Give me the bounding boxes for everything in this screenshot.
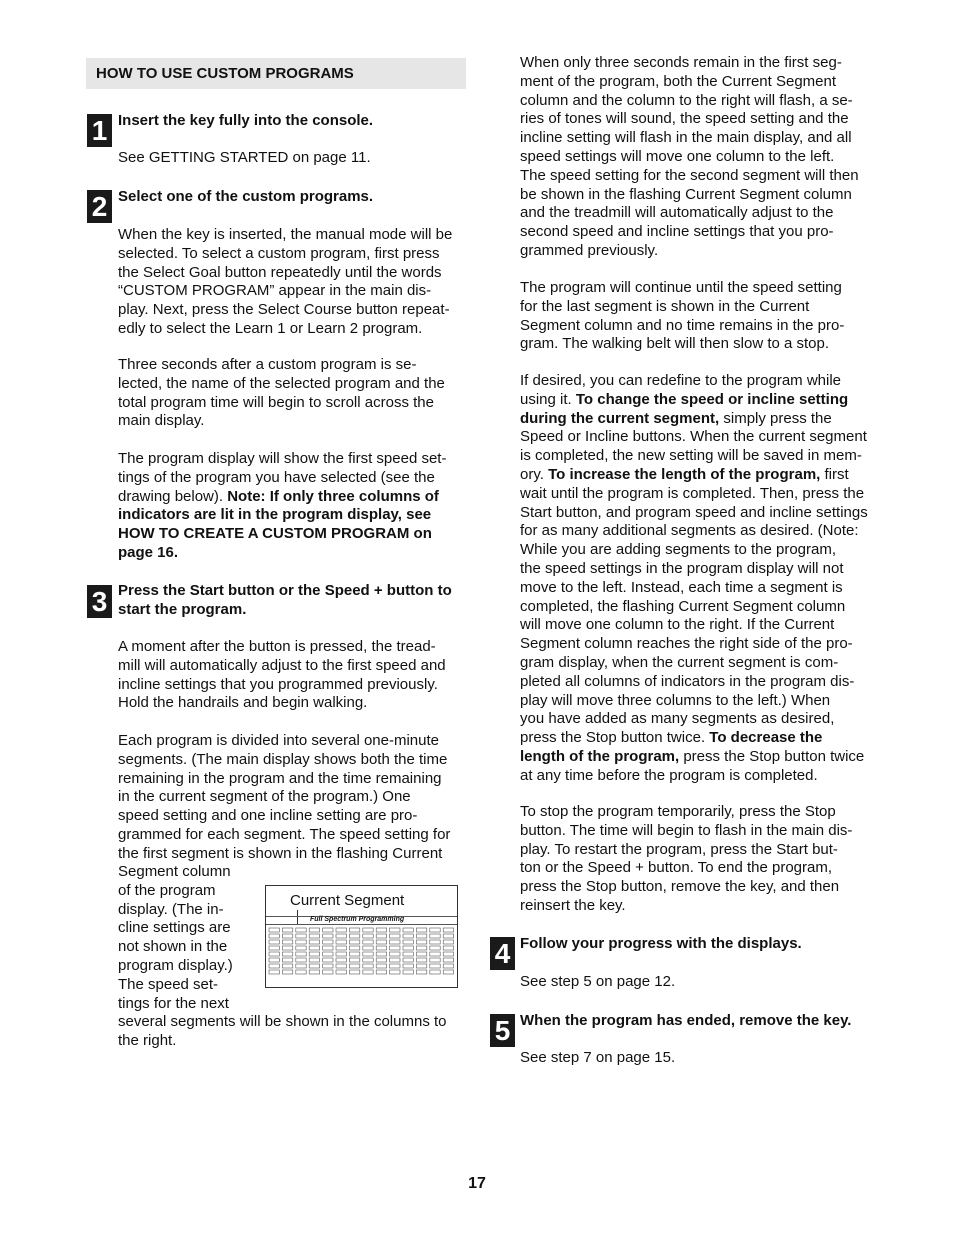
indicator-cell (376, 970, 386, 974)
indicator-cell (430, 940, 440, 944)
indicator-cell (349, 928, 359, 932)
indicator-cell (323, 928, 333, 932)
indicator-cell (309, 964, 319, 968)
indicator-cell (430, 928, 440, 932)
indicator-cell (296, 958, 306, 962)
indicator-cell (430, 970, 440, 974)
indicator-cell (336, 928, 346, 932)
indicator-cell (443, 940, 453, 944)
indicator-cell (443, 970, 453, 974)
indicator-cell (403, 970, 413, 974)
indicator-cell (390, 940, 400, 944)
indicator-cell (430, 934, 440, 938)
step-1-number: 1 (87, 114, 112, 147)
indicator-cell (416, 934, 426, 938)
indicator-cell (282, 934, 292, 938)
indicator-cell (416, 958, 426, 962)
indicator-cell (309, 940, 319, 944)
indicator-cell (269, 946, 279, 950)
indicator-cell (309, 970, 319, 974)
indicator-cell (336, 958, 346, 962)
indicator-cell (309, 934, 319, 938)
indicator-cell (282, 928, 292, 932)
indicator-cell (349, 934, 359, 938)
figure-subtitle: Full Spectrum Programming (310, 916, 405, 923)
indicator-cell (309, 952, 319, 956)
indicator-cell (309, 946, 319, 950)
indicator-cell (309, 958, 319, 962)
indicator-cell (443, 952, 453, 956)
step-2-p3-text: The program display will show the first speed set- tings of the program you have selected (see the drawing below). (118, 450, 447, 505)
indicator-cell (363, 940, 373, 944)
indicator-cell (363, 958, 373, 962)
indicator-cell (336, 946, 346, 950)
step-3-paragraph-2: Each program is divided into several one-minute segments. (The main display shows both the time remaining in the program and the time remaining in the current segment of the program.) One speed setting and one incline setting are pro- grammed for each segment. The speed setting for the first segment is shown in the flashing Current (118, 732, 451, 862)
indicator-cell (363, 946, 373, 950)
indicator-cell (430, 964, 440, 968)
p3-increase-length: To increase the length of the program, (548, 465, 821, 483)
indicator-cell (363, 970, 373, 974)
indicator-cell (323, 946, 333, 950)
indicator-cell (336, 970, 346, 974)
indicator-cell (269, 940, 279, 944)
indicator-cell (416, 964, 426, 968)
indicator-cell (403, 958, 413, 962)
indicator-cell (349, 964, 359, 968)
indicator-cell (376, 940, 386, 944)
indicator-cell (282, 946, 292, 950)
indicator-cell (349, 970, 359, 974)
indicator-cell (336, 964, 346, 968)
indicator-cell (282, 970, 292, 974)
indicator-cell (269, 928, 279, 932)
p3-change-setting: To change the speed or incline setting during the current segment, (520, 390, 849, 427)
step-3-title: Press the Start button or the Speed + button to start the program. (118, 582, 452, 618)
indicator-cell (443, 964, 453, 968)
indicator-cell (296, 928, 306, 932)
section-title: HOW TO USE CUSTOM PROGRAMS (96, 65, 354, 82)
indicator-cell (416, 928, 426, 932)
indicator-cell (390, 934, 400, 938)
right-paragraph-2: The program will continue until the speed setting for the last segment is shown in the Current Segment column and no time remains in the pro- gram. The walking belt will then slow to a stop. (520, 279, 845, 353)
right-paragraph-3 (520, 372, 870, 786)
indicator-cell (296, 964, 306, 968)
indicator-cell (376, 958, 386, 962)
indicator-cell (296, 940, 306, 944)
indicator-cell (282, 940, 292, 944)
indicator-cell (269, 964, 279, 968)
current-segment-marker (297, 910, 298, 924)
p3-intro: If desired, you can redefine to the program while using it. (520, 372, 842, 408)
indicator-cell (390, 970, 400, 974)
figure-sub-rule (266, 924, 457, 925)
step-5-body: See step 7 on page 15. (520, 1049, 676, 1066)
indicator-cell (376, 928, 386, 932)
indicator-cell (416, 952, 426, 956)
indicator-cell (403, 964, 413, 968)
indicator-cell (323, 958, 333, 962)
indicator-cell (282, 964, 292, 968)
indicator-cell (269, 958, 279, 962)
indicator-grid (266, 926, 457, 986)
step-3-number: 3 (87, 585, 112, 618)
step-2-number: 2 (87, 190, 112, 223)
section-heading (86, 58, 466, 89)
indicator-cell (269, 934, 279, 938)
indicator-cell (376, 934, 386, 938)
indicator-cell (376, 946, 386, 950)
indicator-cell (282, 958, 292, 962)
right-paragraph-4: To stop the program temporarily, press the Stop button. The time will begin to flash in the main dis- play. To restart the program, press the Start but- ton or the Speed + button. To end the program, press the Stop button, remove the key, and then reinsert the key. (520, 803, 853, 914)
indicator-cell (296, 952, 306, 956)
p3-increase-text: first wait until the program is completed. Then, press the Start button, and program speed and incline settings for as many additional segments as desired. (Note: While you are adding segments to the program, the speed settings in the program display will not move to the left. Instead, each time a segment is completed, the flashing Current Segment column will move one column to the right. If the Current Segment column reaches the right side of the pro- gram display, when the current segment is com- pleted all columns of indicators in the program dis- play will move three columns to the left.) When you have added as many segments as desired, press the Stop button twice. (520, 465, 868, 747)
indicator-cell (349, 958, 359, 962)
indicator-cell (323, 964, 333, 968)
indicator-cell (443, 934, 453, 938)
step-3-paragraph-1: A moment after the button is pressed, the tread- mill will automatically adjust to the first speed and incline settings that you programmed previously. Hold the handrails and begin walking. (118, 638, 446, 712)
step-2-paragraph-1: When the key is inserted, the manual mode will be selected. To select a custom program, first press the Select Goal button repeatedly until the words “CUSTOM PROGRAM” appear in the main dis- play. Next, press the Select Course button repeat- edly to select the Learn 1 or Learn 2 program. (118, 226, 453, 337)
step-3-paragraph-2-wrap: Segment column of the program display. (The in- cline settings are not shown in the program display.) The speed set- tings for the next (118, 863, 233, 1012)
indicator-cell (363, 928, 373, 932)
step-2-note: Note: If only three columns of indicators are lit in the program display, see HOW TO CREATE A CUSTOM PROGRAM on page 16. (118, 487, 439, 561)
indicator-cell (443, 946, 453, 950)
indicator-cell (336, 952, 346, 956)
indicator-cell (349, 952, 359, 956)
p3-decrease-text: press the Stop button twice at any time before the program is completed. (520, 747, 865, 784)
indicator-cell (390, 928, 400, 932)
indicator-cell (323, 934, 333, 938)
step-4-title: Follow your progress with the displays. (520, 935, 802, 952)
indicator-cell (296, 946, 306, 950)
step-2-paragraph-2: Three seconds after a custom program is se- lected, the name of the selected program and the total program time will begin to scroll across the main display. (118, 356, 445, 430)
program-display-figure (265, 885, 458, 988)
indicator-cell (269, 952, 279, 956)
indicator-cell (430, 946, 440, 950)
step-5-title: When the program has ended, remove the key. (520, 1012, 852, 1029)
page-number: 17 (468, 1175, 486, 1192)
indicator-cell (443, 928, 453, 932)
indicator-cell (323, 970, 333, 974)
indicator-cell (403, 928, 413, 932)
p3-decrease-length: To decrease the length of the program, (520, 729, 823, 765)
step-5-number: 5 (490, 1014, 515, 1047)
indicator-cell (390, 958, 400, 962)
indicator-cell (296, 934, 306, 938)
indicator-cell (403, 940, 413, 944)
indicator-cell (363, 964, 373, 968)
step-1-title: Insert the key fully into the console. (118, 112, 374, 129)
indicator-cell (376, 964, 386, 968)
indicator-cell (282, 952, 292, 956)
indicator-cell (336, 934, 346, 938)
indicator-cell (336, 940, 346, 944)
indicator-cell (363, 934, 373, 938)
indicator-cell (323, 940, 333, 944)
indicator-cell (443, 958, 453, 962)
indicator-cell (269, 970, 279, 974)
indicator-cell (323, 952, 333, 956)
indicator-cell (376, 952, 386, 956)
indicator-cell (430, 952, 440, 956)
indicator-cell (390, 946, 400, 950)
step-3-paragraph-2-end: several segments will be shown in the columns to the right. (118, 1013, 447, 1049)
step-2-title: Select one of the custom programs. (118, 188, 374, 205)
indicator-cell (416, 940, 426, 944)
figure-caption: Current Segment (290, 892, 405, 909)
step-4-number: 4 (490, 937, 515, 970)
indicator-cell (309, 928, 319, 932)
indicator-cell (363, 952, 373, 956)
indicator-cell (403, 934, 413, 938)
indicator-cell (403, 952, 413, 956)
indicator-cell (430, 958, 440, 962)
indicator-cell (349, 940, 359, 944)
right-paragraph-1: When only three seconds remain in the first seg- ment of the program, both the Current Segment column and the column to the right will flash, a se- ries of tones will sound, the speed setting and the incline setting will flash in the main display, and all speed settings will move one column to the left. The speed setting for the second segment will then be shown in the flashing Current Segment column and the treadmill will automatically adjust to the second speed and incline settings that you pro- grammed previously. (520, 54, 859, 259)
p3-change-text: simply press the Speed or Incline buttons. When the current segment is completed, the new setting will be saved in mem- ory. (520, 409, 867, 483)
indicator-cell (390, 964, 400, 968)
step-2-paragraph-3 (118, 450, 468, 563)
indicator-cell (349, 946, 359, 950)
indicator-cell (403, 946, 413, 950)
indicator-cell (416, 946, 426, 950)
indicator-cell (390, 952, 400, 956)
indicator-cell (296, 970, 306, 974)
step-1-body: See GETTING STARTED on page 11. (118, 149, 371, 166)
indicator-cell (416, 970, 426, 974)
step-4-body: See step 5 on page 12. (520, 973, 676, 990)
